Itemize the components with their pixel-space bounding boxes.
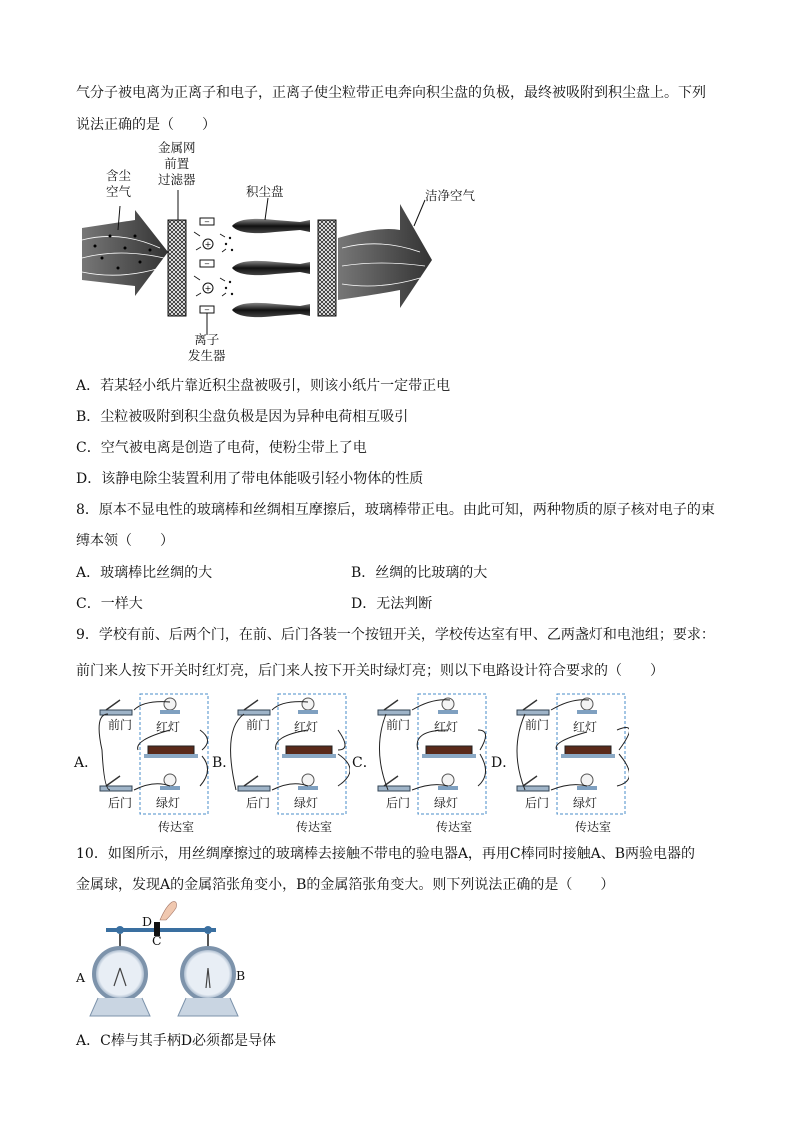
q7-option-d: D．该静电除尘装置利用了带电体能吸引轻小物体的性质 [76, 471, 424, 487]
guard-room-label: 传达室 [575, 820, 612, 834]
svg-text:+: + [204, 240, 212, 249]
back-door-label: 后门 [386, 796, 411, 810]
q10-line2: 金属球，发现A的金属箔张角变小，B的金属箔张角变大。则下列说法正确的是（ ） [76, 877, 615, 893]
q10-option-a: A．C棒与其手柄D必须都是导体 [76, 1033, 277, 1049]
option-letter: D． [491, 755, 517, 771]
label-b: B [236, 968, 246, 983]
option-letter: B． [212, 755, 237, 771]
front-door-label: 前门 [246, 718, 271, 732]
q7-line2: 说法正确的是（ ） [76, 117, 216, 133]
dust-air-label: 含尘 空气 [106, 168, 132, 199]
svg-text:+: + [204, 284, 212, 293]
circuit-options [74, 690, 634, 835]
red-lamp-label: 红灯 [434, 720, 459, 734]
q9-line1: 9．学校有前、后两个门，在前、后门各装一个按钮开关，学校传达室有甲、乙两盏灯和电池组；要求： [76, 627, 715, 643]
front-door-label: 前门 [386, 718, 411, 732]
q8-option-d: D．无法判断 [351, 596, 433, 612]
guard-room-label: 传达室 [158, 820, 195, 834]
front-door-label: 前门 [108, 718, 133, 732]
circuit-option-c [352, 690, 490, 835]
circuit-option-a [74, 690, 212, 835]
precipitator-figure [80, 140, 500, 365]
svg-text:−: − [204, 306, 210, 314]
q8-option-a: A．玻璃棒比丝绸的大 [76, 565, 213, 581]
q9-line2: 前门来人按下开关时红灯亮，后门来人按下开关时绿灯亮；则以下电路设计符合要求的（ ） [76, 663, 664, 679]
red-lamp-label: 红灯 [573, 720, 598, 734]
q7-line1: 气分子被电离为正离子和电子，正离子使尘粒带正电奔向积尘盘的负极，最终被吸附到积尘盘上。下列 [76, 85, 706, 101]
green-lamp-label: 绿灯 [573, 796, 598, 810]
guard-room-label: 传达室 [436, 820, 473, 834]
circuit-option-d [491, 690, 629, 835]
q8-option-c: C．一样大 [76, 596, 143, 612]
back-door-label: 后门 [525, 796, 550, 810]
electroscope-figure [76, 898, 256, 1023]
q7-option-a: A．若某轻小纸片靠近积尘盘被吸引，则该小纸片一定带正电 [76, 378, 451, 394]
plate-label: 积尘盘 [246, 184, 284, 199]
red-lamp-label: 红灯 [156, 720, 181, 734]
q7-option-b: B．尘粒被吸附到积尘盘负极是因为异种电荷相互吸引 [76, 409, 409, 425]
green-lamp-label: 绿灯 [156, 796, 181, 810]
option-letter: C． [352, 755, 377, 771]
q10-line1: 10．如图所示，用丝绸摩擦过的玻璃棒去接触不带电的验电器A，再用C棒同时接触A、B两验电器的 [76, 846, 696, 862]
q7-option-c: C．空气被电离是创造了电荷，使粉尘带上了电 [76, 440, 367, 456]
q8-line1: 8．原本不显电性的玻璃棒和丝绸相互摩擦后，玻璃棒带正电。由此可知，两种物质的原子核对电子的束 [76, 502, 715, 518]
option-letter: A． [74, 755, 99, 771]
filter-label: 金属网 前置 过滤器 [158, 140, 196, 187]
clean-air-label: 洁净空气 [425, 188, 476, 203]
red-lamp-label: 红灯 [294, 720, 319, 734]
ion-generator-label: 离子 发生器 [188, 332, 226, 363]
guard-room-label: 传达室 [296, 820, 333, 834]
svg-text:−: − [204, 260, 210, 268]
back-door-label: 后门 [108, 796, 133, 810]
label-d: D [142, 914, 153, 929]
label-c: C [152, 933, 162, 948]
q8-option-b: B．丝绸的比玻璃的大 [351, 565, 488, 581]
back-door-label: 后门 [246, 796, 271, 810]
label-a: A [76, 970, 86, 985]
green-lamp-label: 绿灯 [294, 796, 319, 810]
circuit-option-b [212, 690, 350, 835]
front-door-label: 前门 [525, 718, 550, 732]
q8-line2: 缚本领（ ） [76, 533, 174, 549]
green-lamp-label: 绿灯 [434, 796, 459, 810]
svg-text:−: − [204, 218, 210, 226]
